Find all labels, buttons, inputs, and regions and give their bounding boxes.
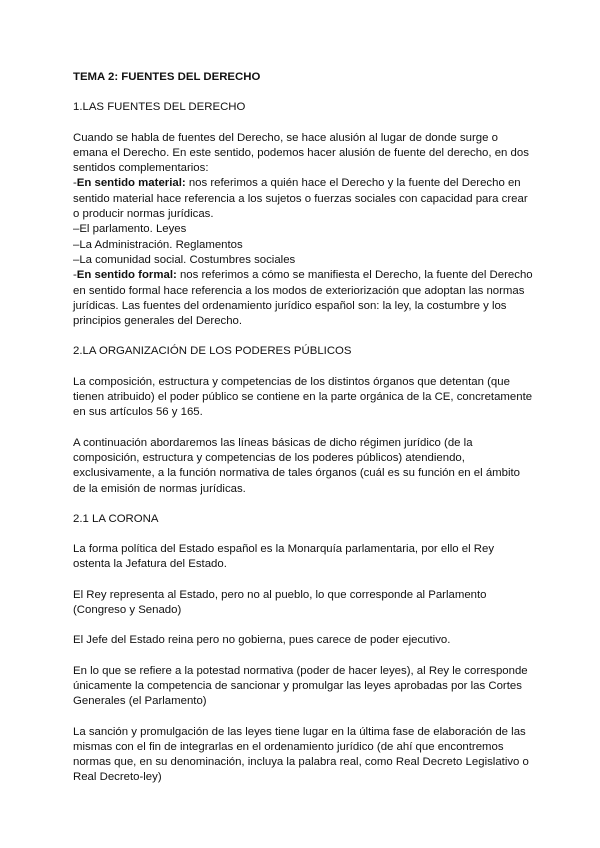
organizacion-paragraph-1: La composición, estructura y competencias de los distintos órganos que detentan (que tienen atribuido) el poder público se contiene en la parte orgánica de la CE, concretamente en sus artículos 56 y 165.	[73, 375, 533, 419]
material-dash: -	[73, 177, 77, 190]
material-label: En sentido material:	[76, 177, 186, 190]
section-heading-fuentes: 1.LAS FUENTES DEL DERECHO	[73, 101, 246, 114]
material-paragraph	[73, 176, 533, 222]
material-text: nos referimos a quién hace el Derecho y la fuente del Derecho en sentido material hace referencia a los sujetos o fuerzas sociales con capacidad para crear o producir normas jurídicas.	[73, 177, 528, 221]
section-heading-organizacion: 2.LA ORGANIZACIÓN DE LOS PODERES PÚBLICOS	[73, 345, 352, 358]
document-content	[73, 70, 533, 786]
formal-text: nos referimos a cómo se manifiesta el Derecho, la fuente del Derecho en sentido formal hace referencia a los modos de exteriorización que adoptan las normas jurídicas. Las fuentes del ordenamiento jurídico español son: la ley, la costumbre y los principios generales del Derecho.	[73, 269, 533, 328]
organizacion-paragraph-2: A continuación abordaremos las líneas básicas de dicho régimen jurídico (de la composición, estructura y competencias de los poderes públicos) atendiendo, exclusivamente, a la función normativa de tales órganos (cuál es su función en el ámbito de la emisión de normas jurídicas.	[73, 436, 521, 495]
list-item: –El parlamento. Leyes	[73, 223, 187, 236]
corona-paragraph-3: El Jefe del Estado reina pero no gobierna, pues carece de poder ejecutivo.	[73, 634, 451, 647]
corona-paragraph-1: La forma política del Estado español es la Monarquía parlamentaria, por ello el Rey ostenta la Jefatura del Estado.	[73, 543, 495, 571]
list-item: –La Administración. Reglamentos	[73, 238, 243, 251]
formal-label: En sentido formal:	[76, 269, 177, 282]
corona-paragraph-5: La sanción y promulgación de las leyes tiene lugar en la última fase de elaboración de las mismas con el fin de integrarlas en el ordenamiento jurídico (de ahí que encontremos normas que, en su denominación, incluya la palabra real, como Real Decreto Legislativo o Real Decreto-ley)	[73, 725, 529, 784]
section-heading-corona: 2.1 LA CORONA	[73, 512, 159, 525]
formal-dash: -	[73, 269, 77, 282]
corona-paragraph-4: En lo que se refiere a la potestad normativa (poder de hacer leyes), al Rey le corresponde únicamente la competencia de sancionar y promulgar las leyes aprobadas por las Cortes Generales (el Parlamento)	[73, 664, 528, 708]
formal-paragraph	[73, 268, 533, 329]
corona-paragraph-2: El Rey representa al Estado, pero no al pueblo, lo que corresponde al Parlamento (Congreso y Senado)	[73, 588, 487, 617]
page-title: TEMA 2: FUENTES DEL DERECHO	[73, 71, 261, 83]
section-fuentes-body	[73, 131, 533, 330]
intro-paragraph: Cuando se habla de fuentes del Derecho, se hace alusión al lugar de donde surge o emana el Derecho. En este sentido, podemos hacer alusión de fuente del derecho, en dos sentidos complementarios:	[73, 131, 529, 175]
list-item: –La comunidad social. Costumbres sociales	[73, 253, 296, 266]
